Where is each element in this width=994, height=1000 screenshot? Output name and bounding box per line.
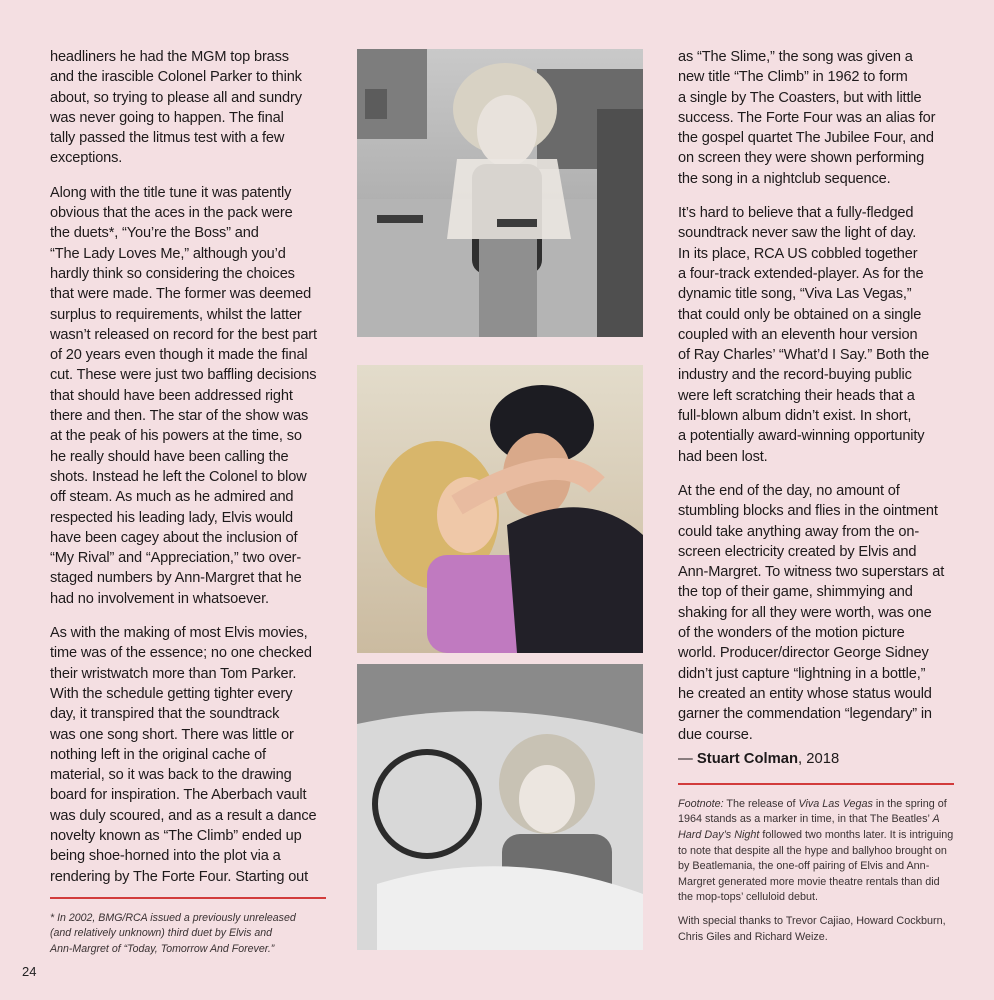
photo-ann-margret-cowgirl xyxy=(357,49,643,337)
footnote-label: Footnote: xyxy=(678,797,724,810)
footnote-text: followed two months later. It is intriguing to note that despite all the hype and ballyhoo brought on by Beatlemania, the one-off pairing of Elvis and Ann-Margret generated more movie theatre rentals than did the mop-tops’ celluloid debut. xyxy=(678,828,954,904)
author-signature xyxy=(678,751,954,767)
page-number: 24 xyxy=(22,964,37,979)
left-column xyxy=(50,47,326,957)
left-footnote: * In 2002, BMG/RCA issued a previously unreleased (and relatively unknown) third duet by Elvis and Ann-Margret of “Today, Tomorrow And Forever.” xyxy=(50,911,296,955)
right-column xyxy=(678,47,954,945)
footnote-divider xyxy=(678,783,954,785)
footnote-film-title: Viva Las Vegas xyxy=(798,797,873,810)
body-paragraph: as “The Slime,” the song was given a new title “The Climb” in 1962 to form a single by The Coasters, but with little success. The Forte Four was an alias for the gospel quartet The Jubilee Four, and on screen they were shown performing the song in a nightclub sequence. xyxy=(678,49,936,187)
footnote-text: The release of xyxy=(723,797,799,810)
author-name: Stuart Colman xyxy=(696,750,799,767)
acknowledgements: With special thanks to Trevor Cajiao, Howard Cockburn, Chris Giles and Richard Weize. xyxy=(678,914,946,943)
photo-elvis-embrace xyxy=(357,365,643,653)
body-paragraph: At the end of the day, no amount of stumbling blocks and flies in the ointment could take anything away from the on- screen electricity created by Elvis and Ann-Margret. To witness two superstars at the top of their game, shimmying and shaking for all they were worth, was one of the wonders of the motion picture world. Producer/director George Sidney didn’t just capture “lightning in a bottle,” he created an entity whose status would garner the commendation “legendary” in due course. xyxy=(678,482,945,743)
footnote-text: in the spring of 1964 stands as a marker in time, in that The Beatles’ xyxy=(678,797,947,826)
footnote-divider xyxy=(50,897,326,899)
photo-ann-margret-car xyxy=(357,664,643,950)
footnote-film-title: A Hard Day’s Night xyxy=(678,813,940,841)
body-paragraph: Along with the title tune it was patently obvious that the aces in the pack were the duets*, “You’re the Boss” and “The Lady Loves Me,” although you’d hardly think so considering the choices that were made. The former was deemed surplus to requirements, whilst the latter wasn’t released on record for the best part of 20 years even though it made the final cut. These were just two baffling decisions that should have been addressed right there and then. The star of the show was at the peak of his powers at the time, so he really should have been calling the shots. Instead he left the Colonel to blow off steam. As much as he admired and respected his leading lady, Elvis would have been cagey about the inclusion of “My Rival” and “Appreciation,” two over- staged numbers by Ann-Margret that he had no involvement in whatsoever. xyxy=(50,184,317,607)
body-paragraph: As with the making of most Elvis movies, time was of the essence; no one checked their wristwatch more than Tom Parker. With the schedule getting tighter every day, it transpired that the soundtrack was one song short. There was little or nothing left in the original cache of material, so it was back to the drawing board for inspiration. The Aberbach vault was duly scoured, and as a result a dance novelty known as “The Climb” ended up being shoe-horned into the plot via a rendering by The Forte Four. Starting out xyxy=(50,625,317,885)
signature-dash: — xyxy=(678,750,697,767)
body-paragraph: headliners he had the MGM top brass and the irascible Colonel Parker to think about, so trying to please all and sundry was never going to happen. The final tally passed the litmus test with a few exceptions. xyxy=(50,49,302,167)
right-footnote xyxy=(678,797,954,906)
signature-year: , 2018 xyxy=(798,750,840,767)
body-paragraph: It’s hard to believe that a fully-fledged soundtrack never saw the light of day. In its place, RCA US cobbled together a four-track extended-player. As for the dynamic title song, “Viva Las Vegas,” that could only be obtained on a single coupled with an eleventh hour version of Ray Charles’ “What’d I Say.” Both the industry and the record-buying public were left scratching their heads that a full-blown album didn’t exist. In short, a potentially award-winning opportunity had been lost. xyxy=(678,205,930,465)
